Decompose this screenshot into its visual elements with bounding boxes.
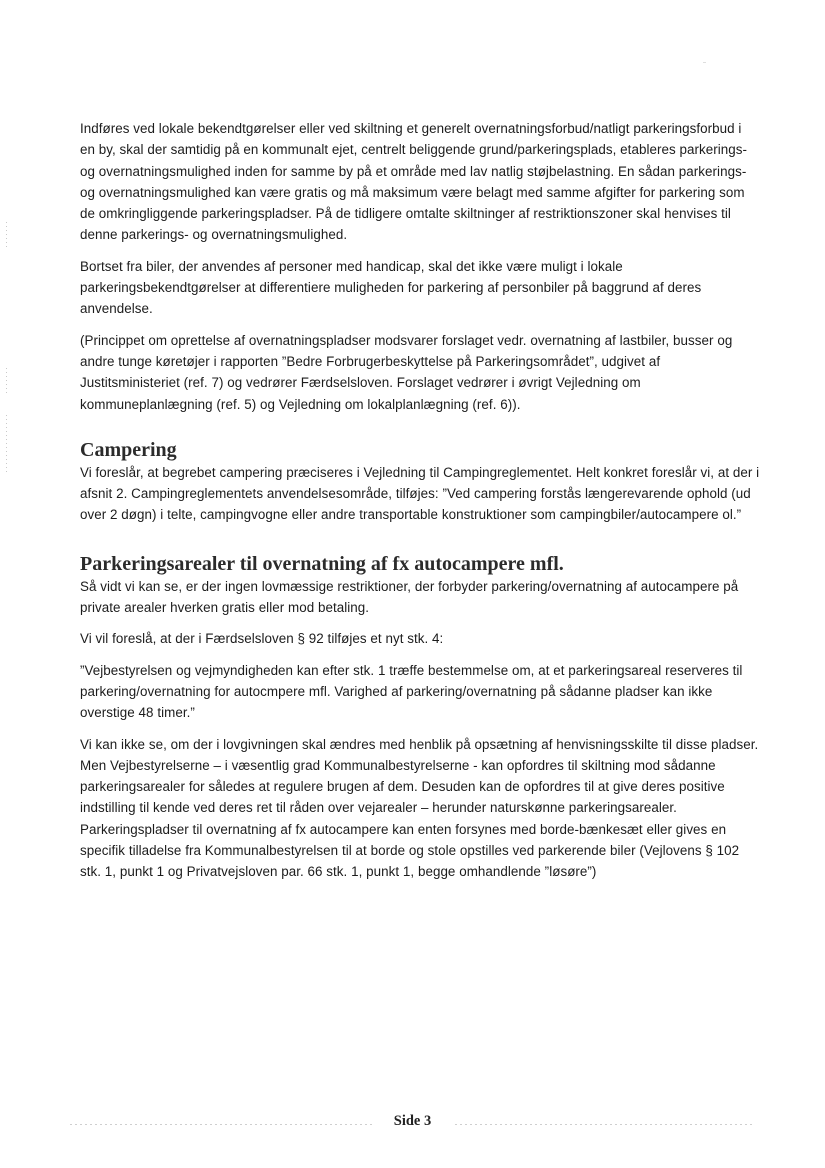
- section-heading-parkeringsarealer: Parkeringsarealer til overnatning af fx autocampere mfl.: [80, 552, 564, 575]
- scan-margin-mark: [6, 222, 7, 250]
- scan-margin-mark: [6, 415, 7, 475]
- body-paragraph: Bortset fra biler, der anvendes af personer med handicap, skal det ikke være muligt i lokale parkeringsbekendtgørelser at differentiere muligheden for parkering af personbiler på baggrund af deres anvendelse.: [80, 258, 702, 317]
- body-paragraph: Så vidt vi kan se, er der ingen lovmæssige restriktioner, der forbyder parkering/overnatning af autocampere på private arealer hverken gratis eller mod betaling.: [80, 578, 739, 616]
- body-paragraph: Vi kan ikke se, om der i lovgivningen skal ændres med henblik på opsætning af henvisningsskilte til disse pladser. Men Vejbestyrelserne – i væsentlig grad Kommunalbestyrelserne - kan opfordres til skiltning mod sådanne parkeringsarealer for således at regulere brugen af dem. Desuden kan de opfordres til at give deres positive indstilling til kende ved deres ret til råden over vejarealer – herunder naturskønne parkeringsarealer. Parkeringspladser til overnatning af fx autocampere kan enten forsynes med borde-bænkesæt eller gives en specifik tilladelse fra Kommunalbestyrelsen til at borde og stole opstilles ved parkerende biler (Vejlovens § 102 stk. 1, punkt 1 og Privatvejsloven par. 66 stk. 1, punkt 1, begge omhandlende ”løsøre”): [80, 736, 759, 880]
- page-footer: [0, 1112, 825, 1130]
- body-paragraph: Indføres ved lokale bekendtgørelser eller ved skiltning et generelt overnatningsforbud/natligt parkeringsforbud i en by, skal der samtidig på en kommunalt ejet, centrelt beliggende grund/parkeringsplads, etableres parkerings- og overnatningsmulighed inden for samme by på et område med lav natlig støjbelastning. En sådan parkerings- og overnatningsmulighed kan være gratis og må maksimum være belagt med samme afgifter for parkering som de omkringliggende parkeringspladser. På de tidligere omtalte skiltninger af restriktionszoner skal henvises til denne parkerings- og overnatningsmulighed.: [80, 121, 748, 243]
- scan-margin-mark: [6, 368, 7, 394]
- document-body: [80, 118, 760, 883]
- body-paragraph: (Princippet om oprettelse af overnatningspladser modsvarer forslaget vedr. overnatning af lastbiler, busser og andre tunge køretøjer i rapporten ”Bedre Forbrugerbeskyttelse på Parkeringsområdet”, udgivet af Justitsministeriet (ref. 7) og vedrører Færdselsloven. Forslaget vedrører i øvrigt Vejledning om kommuneplanlægning (ref. 5) og Vejledning om lokalplanlægning (ref. 6)).: [80, 332, 733, 412]
- body-paragraph: Vi foreslår, at begrebet campering præciseres i Vejledning til Campingreglementet. Helt konkret foreslår vi, at der i afsnit 2. Campingreglementets anvendelsesområde, tilføjes: ”Ved campering forstås længerevarende ophold (ud over 2 døgn) i telte, campingvogne eller andre transportable konstruktioner som campingbiler/autocampere ol.”: [80, 464, 760, 523]
- body-paragraph: ”Vejbestyrelsen og vejmyndigheden kan efter stk. 1 træffe bestemmelse om, at et parkeringsareal reserveres til parkering/overnatning for autocmpere mfl. Varighed af parkering/overnatning på sådanne pladser kan ikke overstige 48 timer.”: [80, 662, 743, 721]
- scan-speck: [703, 62, 706, 63]
- section-heading-campering: Campering: [80, 438, 177, 461]
- body-paragraph: Vi vil foreslå, at der i Færdselsloven § 92 tilføjes et nyt stk. 4:: [80, 631, 444, 647]
- page-number: Side 3: [393, 1113, 432, 1129]
